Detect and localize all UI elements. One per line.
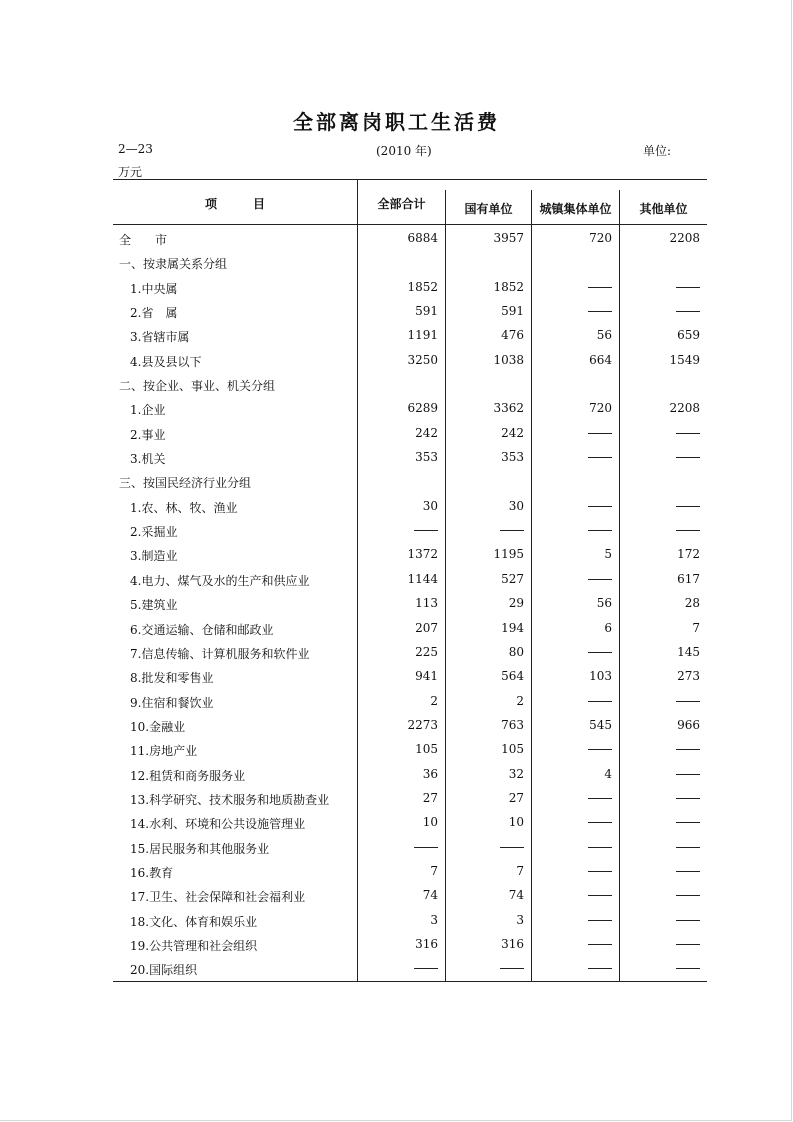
row-label: 2.省 属	[130, 306, 178, 321]
cell-total: 1372	[407, 547, 438, 562]
row-label: 1.农、林、牧、渔业	[130, 500, 238, 515]
row-label: 6.交通运输、仓储和邮政业	[130, 622, 274, 637]
cell-state: 30	[508, 498, 524, 513]
row-label: 11.房地产业	[130, 744, 198, 759]
table-row	[113, 835, 707, 859]
cell-collective: 720	[589, 231, 612, 245]
cell-state: 2	[516, 693, 524, 708]
cell-collective-dash	[588, 920, 612, 921]
cell-other-dash	[676, 774, 700, 775]
cell-collective: 6	[604, 620, 612, 635]
cell-other-dash	[676, 433, 700, 434]
table-body	[113, 226, 707, 981]
table-row	[113, 689, 707, 713]
table-row	[113, 810, 707, 834]
cell-total: 941	[415, 669, 438, 684]
row-label: 2.采掘业	[130, 525, 178, 540]
cell-collective: 56	[596, 328, 612, 343]
cell-other-dash	[676, 822, 700, 823]
row-label: 17.卫生、社会保障和社会福利业	[130, 890, 306, 905]
table-row	[113, 299, 707, 323]
cell-state: 3	[516, 912, 524, 927]
row-label: 13.科学研究、技术服务和地质勘查业	[130, 792, 330, 807]
cell-collective: 4	[604, 766, 612, 781]
table-row	[113, 664, 707, 688]
cell-state: 242	[501, 425, 524, 440]
table-row	[113, 786, 707, 810]
cell-other-dash	[676, 287, 700, 288]
cell-total-dash	[414, 968, 438, 969]
table-row	[113, 883, 707, 907]
cell-total: 1191	[407, 328, 438, 343]
cell-total: 3	[430, 912, 438, 927]
cell-other: 172	[677, 547, 700, 562]
cell-collective-dash	[588, 798, 612, 799]
cell-collective-dash	[588, 895, 612, 896]
data-table	[113, 179, 707, 982]
row-label: 3.制造业	[130, 549, 178, 564]
cell-state: 3362	[493, 401, 524, 416]
table-row	[113, 908, 707, 932]
cell-total: 6289	[407, 401, 438, 416]
table-year: (2010 年)	[376, 144, 432, 158]
table-row	[113, 372, 707, 396]
cell-state: 591	[501, 304, 524, 319]
cell-collective-dash	[588, 433, 612, 434]
cell-state: 105	[501, 742, 524, 757]
cell-collective: 5	[604, 547, 612, 562]
page-title: 全部离岗职工生活费	[293, 110, 500, 134]
table-row	[113, 469, 707, 493]
row-label: 15.居民服务和其他服务业	[130, 841, 270, 856]
cell-total: 591	[415, 304, 438, 319]
cell-state: 27	[508, 790, 524, 805]
header-other: 其他单位	[639, 202, 688, 216]
header-divider	[113, 224, 707, 225]
row-label: 一、按隶属关系分组	[119, 257, 228, 272]
cell-collective-dash	[588, 311, 612, 312]
cell-state: 476	[501, 328, 524, 343]
cell-total: 3250	[407, 352, 438, 367]
table-row	[113, 640, 707, 664]
table-row	[113, 956, 707, 980]
cell-collective: 720	[589, 401, 612, 416]
cell-state: 353	[501, 450, 524, 465]
row-label: 1.中央属	[130, 281, 178, 296]
cell-collective-dash	[588, 287, 612, 288]
cell-state-dash	[500, 968, 524, 969]
cell-total: 316	[415, 936, 438, 951]
row-label: 全 市	[119, 233, 168, 247]
cell-other: 145	[677, 644, 700, 659]
header-collective: 城镇集体单位	[539, 202, 612, 216]
row-label: 5.建筑业	[130, 598, 178, 613]
cell-total: 1144	[407, 571, 438, 586]
cell-collective-dash	[588, 530, 612, 531]
table-row	[113, 445, 707, 469]
cell-collective: 664	[589, 352, 612, 367]
cell-state: 1038	[493, 352, 524, 367]
cell-other-dash	[676, 311, 700, 312]
cell-other: 2208	[669, 231, 700, 245]
cell-state: 32	[508, 766, 524, 781]
cell-state: 1195	[493, 547, 524, 562]
cell-state: 3957	[493, 231, 524, 245]
cell-other: 2208	[669, 401, 700, 416]
row-label: 3.省辖市属	[130, 330, 190, 345]
table-row	[113, 226, 707, 250]
table-row	[113, 932, 707, 956]
cell-other-dash	[676, 944, 700, 945]
cell-collective-dash	[588, 457, 612, 458]
cell-total: 113	[415, 596, 438, 611]
cell-total: 353	[415, 450, 438, 465]
row-label: 4.县及县以下	[130, 354, 202, 369]
cell-other-dash	[676, 701, 700, 702]
cell-collective-dash	[588, 871, 612, 872]
cell-total-dash	[414, 530, 438, 531]
table-row	[113, 713, 707, 737]
cell-total: 6884	[407, 231, 438, 245]
cell-collective: 545	[589, 717, 612, 732]
row-label: 9.住宿和餐饮业	[130, 695, 214, 710]
cell-state: 7	[516, 863, 524, 878]
cell-other: 28	[684, 596, 700, 611]
cell-total: 207	[415, 620, 438, 635]
cell-collective-dash	[588, 701, 612, 702]
table-row	[113, 737, 707, 761]
cell-total: 27	[422, 790, 438, 805]
table-row	[113, 762, 707, 786]
cell-collective-dash	[588, 579, 612, 580]
row-label: 16.教育	[130, 865, 174, 880]
cell-other: 659	[677, 328, 700, 343]
row-label: 7.信息传输、计算机服务和软件业	[130, 646, 310, 661]
table-row	[113, 567, 707, 591]
cell-state: 316	[501, 936, 524, 951]
unit-value: 万元	[118, 165, 143, 179]
cell-total: 2273	[407, 717, 438, 732]
row-label: 20.国际组织	[130, 963, 198, 978]
cell-collective-dash	[588, 652, 612, 653]
row-label: 二、按企业、事业、机关分组	[119, 379, 276, 394]
cell-other-dash	[676, 847, 700, 848]
row-label: 18.文化、体育和娱乐业	[130, 914, 258, 929]
table-row	[113, 323, 707, 347]
cell-other-dash	[676, 506, 700, 507]
cell-other-dash	[676, 530, 700, 531]
row-label: 19.公共管理和社会组织	[130, 938, 258, 953]
cell-state: 564	[501, 669, 524, 684]
table-row	[113, 421, 707, 445]
header-total: 全部合计	[377, 197, 426, 211]
cell-other-dash	[676, 871, 700, 872]
cell-total: 1852	[407, 279, 438, 294]
table-row	[113, 494, 707, 518]
cell-total: 74	[422, 888, 438, 903]
row-label: 12.租赁和商务服务业	[130, 768, 246, 783]
header-item: 项 目	[204, 197, 265, 211]
table-row	[113, 542, 707, 566]
table-row	[113, 396, 707, 420]
cell-other-dash	[676, 749, 700, 750]
cell-state: 194	[501, 620, 524, 635]
table-number: 2—23	[118, 142, 153, 156]
cell-total: 7	[430, 863, 438, 878]
cell-total: 10	[422, 815, 438, 830]
table-row	[113, 518, 707, 542]
table-row	[113, 250, 707, 274]
table-row	[113, 859, 707, 883]
cell-state-dash	[500, 847, 524, 848]
cell-collective: 103	[589, 669, 612, 684]
header-state: 国有单位	[464, 202, 513, 216]
cell-total: 242	[415, 425, 438, 440]
row-label: 4.电力、煤气及水的生产和供应业	[130, 573, 310, 588]
cell-other: 966	[677, 717, 700, 732]
unit-label: 单位:	[643, 144, 672, 158]
cell-collective-dash	[588, 847, 612, 848]
cell-collective-dash	[588, 822, 612, 823]
table-row	[113, 591, 707, 615]
cell-state: 80	[508, 644, 524, 659]
cell-state: 763	[501, 717, 524, 732]
cell-total: 30	[422, 498, 438, 513]
cell-state: 74	[508, 888, 524, 903]
cell-other: 1549	[669, 352, 700, 367]
cell-total: 2	[430, 693, 438, 708]
cell-other-dash	[676, 457, 700, 458]
row-label: 10.金融业	[130, 719, 186, 734]
cell-state: 527	[501, 571, 524, 586]
cell-total: 36	[422, 766, 438, 781]
cell-other-dash	[676, 920, 700, 921]
row-label: 2.事业	[130, 427, 166, 442]
row-label: 8.批发和零售业	[130, 671, 214, 686]
cell-other-dash	[676, 968, 700, 969]
cell-collective-dash	[588, 749, 612, 750]
cell-collective-dash	[588, 944, 612, 945]
cell-state: 1852	[493, 279, 524, 294]
cell-state-dash	[500, 530, 524, 531]
cell-state: 29	[508, 596, 524, 611]
cell-other: 273	[677, 669, 700, 684]
cell-other-dash	[676, 798, 700, 799]
cell-total: 105	[415, 742, 438, 757]
row-label: 3.机关	[130, 452, 166, 467]
table-row	[113, 348, 707, 372]
cell-total: 225	[415, 644, 438, 659]
cell-collective: 56	[596, 596, 612, 611]
row-label: 1.企业	[130, 403, 166, 418]
table-row	[113, 616, 707, 640]
cell-other: 7	[692, 620, 700, 635]
row-label: 三、按国民经济行业分组	[119, 476, 252, 491]
cell-other-dash	[676, 895, 700, 896]
cell-collective-dash	[588, 506, 612, 507]
table-row	[113, 275, 707, 299]
cell-state: 10	[508, 815, 524, 830]
row-label: 14.水利、环境和公共设施管理业	[130, 817, 306, 832]
cell-collective-dash	[588, 968, 612, 969]
cell-other: 617	[677, 571, 700, 586]
cell-total-dash	[414, 847, 438, 848]
